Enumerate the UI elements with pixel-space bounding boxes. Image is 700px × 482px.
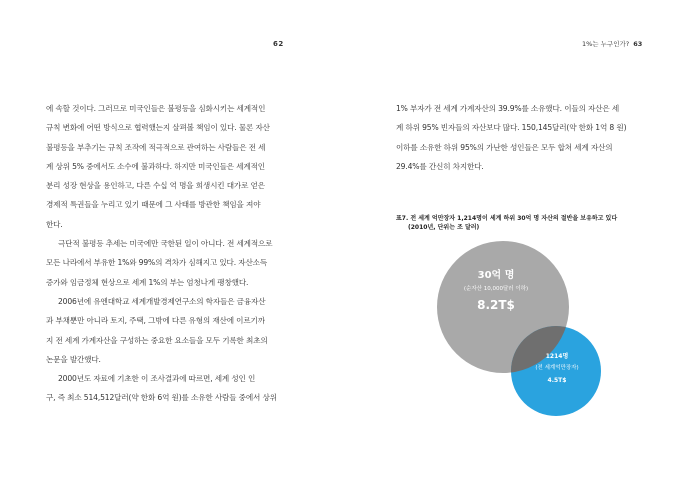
chart-label-1214: 1214명 [545,353,569,360]
wealth-circle-chart [400,236,640,456]
text-line: 구, 즉 최소 514,512달러(약 한화 6억 원)를 소유한 사람들 중에서 상위 [46,393,277,403]
text-line: 이하를 소유한 하위 95%의 가난한 성인들은 모두 합쳐 세계 자산의 [396,142,613,152]
text-line: 한다. [46,219,63,229]
running-header [582,39,642,48]
text-line: 에 속할 것이다. 그러므로 미국인들은 불평등을 심화시키는 세계적인 [46,104,266,113]
text-line: 계 하위 95% 빈자들의 자산보다 많다. 150,145달러(약 한화 1억 8 원) [396,123,627,133]
left-page-number: 62 [273,40,284,48]
text-line: 1% 부자가 전 세계 가계자산의 39.9%를 소유했다. 이들의 자산은 세 [396,104,620,113]
chart-value-1214: 4.5T$ [547,377,567,384]
text-line: 2006년에 유엔대학교 세계개발경제연구소의 학자들은 금융자산 [58,296,266,306]
text-line: 29.4%를 간신히 차지한다. [396,161,484,171]
text-line: 과 부채뿐만 아니라 토지, 주택, 그밖에 다른 유형의 재산에 이르기까 [46,316,265,326]
right-body-text [396,99,654,176]
text-line: 논문을 발간했다. [46,354,101,364]
figure-caption-title: 표7. 전 세계 억만장자 1,214명이 세계 하위 30억 명 자산의 절반을 보유하고 있다 [396,215,618,222]
figure-caption-unit: (2010년, 단위는 조 달러) [408,224,480,231]
chart-sublabel-30b: (순자산 10,000달러 이하) [463,286,529,292]
text-line: 분리 성장 현상을 용인하고, 다른 수십 억 명을 희생시킨 대가로 얻은 [46,181,265,191]
text-line: 2000년도 자료에 기초한 이 조사결과에 따르면, 세계 성인 인 [58,374,256,384]
text-line: 규칙 변화에 어떤 방식으로 협력했는지 살펴볼 책임이 있다. 물론 자산 [46,123,270,133]
chart-sublabel-1214: (전 세계억만장자) [535,365,579,371]
text-line: 지 전 세계 가계자산을 구성하는 중요한 요소들을 모두 기록한 최초의 [46,335,268,345]
text-line: 증가와 임금정체 현상으로 세계 1%의 부는 엄청나게 팽창했다. [46,277,249,287]
text-line: 경제적 특권들을 누리고 있기 때문에 그 사태를 방관한 책임을 져야 [46,200,261,210]
text-line: 불평등을 부추기는 규칙 조작에 적극적으로 관여하는 사람들은 전 세 [46,142,266,152]
chart-label-30b: 30억 명 [477,270,515,281]
text-line: 모든 나라에서 부유한 1%와 99%의 격차가 심해지고 있다. 자산소득 [46,258,268,268]
right-page [350,0,700,482]
figure-caption [396,214,617,232]
running-header-title: 1%는 누구인가? [582,40,630,48]
right-page-number: 63 [633,40,643,48]
text-line: 계 상위 5% 중에서도 소수에 불과하다. 하지만 미국인들은 세계적인 [46,161,265,171]
left-body-text [46,99,302,408]
chart-value-30b: 8.2T$ [477,298,515,312]
text-line: 극단적 불평등 추세는 미국에만 국한된 일이 아니다. 전 세계적으로 [58,239,273,249]
